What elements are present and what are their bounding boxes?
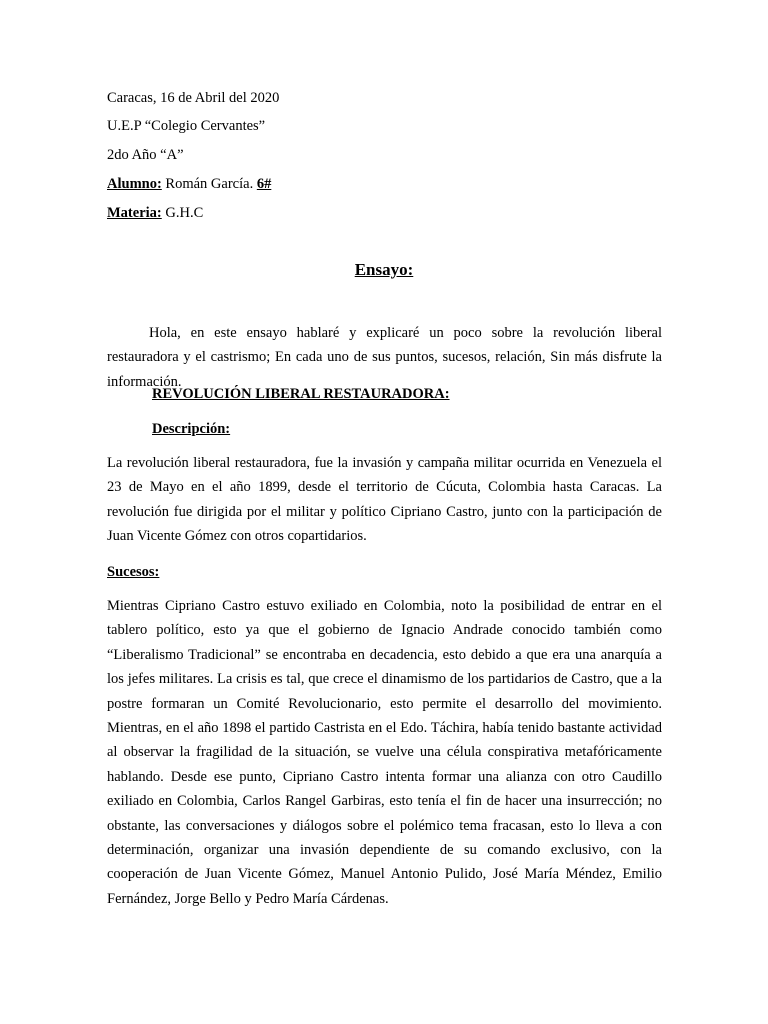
- student-line: [107, 176, 271, 193]
- subject-label: Materia:: [107, 205, 162, 221]
- events-heading: Sucesos:: [107, 564, 160, 580]
- place-date: Caracas, 16 de Abril del 2020: [107, 90, 280, 106]
- student-name: Román García.: [161, 176, 257, 192]
- section-heading: REVOLUCIÓN LIBERAL RESTAURADORA:: [152, 386, 450, 402]
- intro-paragraph: Hola, en este ensayo hablaré y explicaré un poco sobre la revolución liberal restauradora y el castrismo; En cada uno de sus puntos, sucesos, relación, Sin más disfrute la información.: [107, 325, 662, 390]
- subject-value: G.H.C: [161, 205, 204, 221]
- description-paragraph: La revolución liberal restauradora, fue la invasión y campaña militar ocurrida en Venezuela el 23 de Mayo en el año 1899, desde el territorio de Cúcuta, Colombia hasta Caracas. La revolución fue dirigida por el militar y político Cipriano Castro, junto con la participación de Juan Vicente Gómez con otros copartidarios.: [107, 455, 662, 545]
- student-number: 6#: [256, 176, 272, 192]
- school-name: U.E.P “Colegio Cervantes”: [107, 118, 266, 134]
- student-label: Alumno:: [107, 176, 162, 192]
- events-paragraph: Mientras Cipriano Castro estuvo exiliado en Colombia, noto la posibilidad de entrar en el tablero político, esto ya que el gobierno de Ignacio Andrade conocido también como “Liberalismo Tradicional” se encontraba en decadencia, esto debido a que era una anarquía a los jefes militares. La crisis es tal, que crece el dinamismo de los partidarios de Castro, que a la postre formaran un Comité Revolucionario, esto permite el desarrollo del movimiento. Mientras, en el año 1898 el partido Castrista en el Edo. Táchira, había tenido bastante actividad al observar la fragilidad de la situación, se vuelve una célula conspirativa metafóricamente hablando. Desde ese punto, Cipriano Castro intenta formar una alianza con otro Caudillo exiliado en Colombia, Carlos Rangel Garbiras, esto tenía el fin de hacer una insurrección; no obstante, las conversaciones y diálogos sobre el polémico tema fracasan, esto lo lleva a con determinación, organizar una invasión dependiente de su comando exclusivo, con la cooperación de Juan Vicente Gómez, Manuel Antonio Pulido, José María Méndez, Emilio Fernández, Jorge Bello y Pedro María Cárdenas.: [107, 598, 662, 907]
- description-heading: Descripción:: [152, 421, 231, 437]
- subject-line: [107, 205, 203, 222]
- essay-title: Ensayo:: [354, 260, 414, 279]
- grade: 2do Año “A”: [107, 147, 184, 163]
